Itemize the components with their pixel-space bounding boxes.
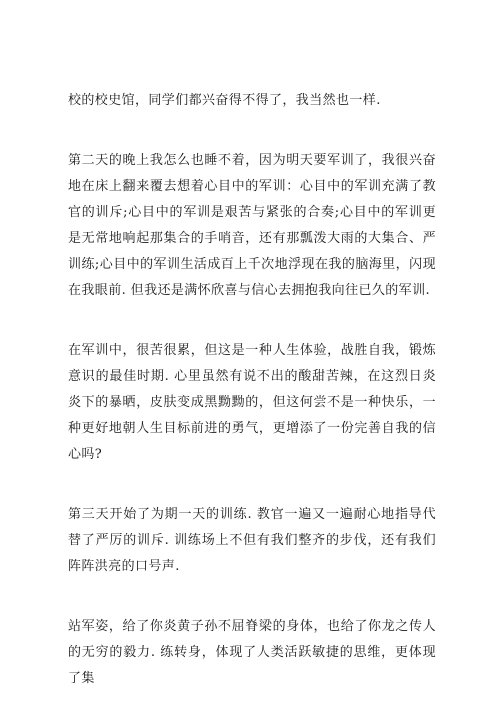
paragraph-5: 站军姿，给了你炎黄子孙不屈脊梁的身体，也给了你龙之传人的无穷的毅力. 练转身，体现了人类活跃敏捷的思维，更体现了集 bbox=[68, 619, 436, 686]
paragraph-1: 校的校史馆，同学们都兴奋得不得了，我当然也一样. bbox=[68, 93, 381, 108]
document-body bbox=[68, 88, 436, 726]
paragraph-4: 第三天开始了为期一天的训练. 教官一遍又一遍耐心地指导代替了严厉的训斥. 训练场上不但有我们整齐的步伐，还有我们阵阵洪亮的口号声. bbox=[68, 507, 436, 574]
paragraph-3: 在军训中，很苦很累，但这是一种人生体验，战胜自我，锻炼意识的最佳时期. 心里虽然有说不出的酸甜苦辣，在这烈日炎炎下的暴晒，皮肤变成黑黝黝的，但这何尝不是一种快乐，一种更好地朝人生目标前进的勇气，更增添了一份完善自我的信心吗? bbox=[68, 343, 436, 462]
paragraph-2: 第二天的晚上我怎么也睡不着，因为明天要军训了，我很兴奋地在床上翻来覆去想着心目中的军训：心目中的军训充满了教官的训斥;心目中的军训是艰苦与紧张的合奏;心目中的军训更是无常地响起那集合的手哨音，还有那瓢泼大雨的大集合、严训练;心目中的军训生活成百上千次地浮现在我的脑海里，闪现在我眼前. 但我还是满怀欣喜与信心去拥抱我向往已久的军训. bbox=[68, 153, 436, 298]
